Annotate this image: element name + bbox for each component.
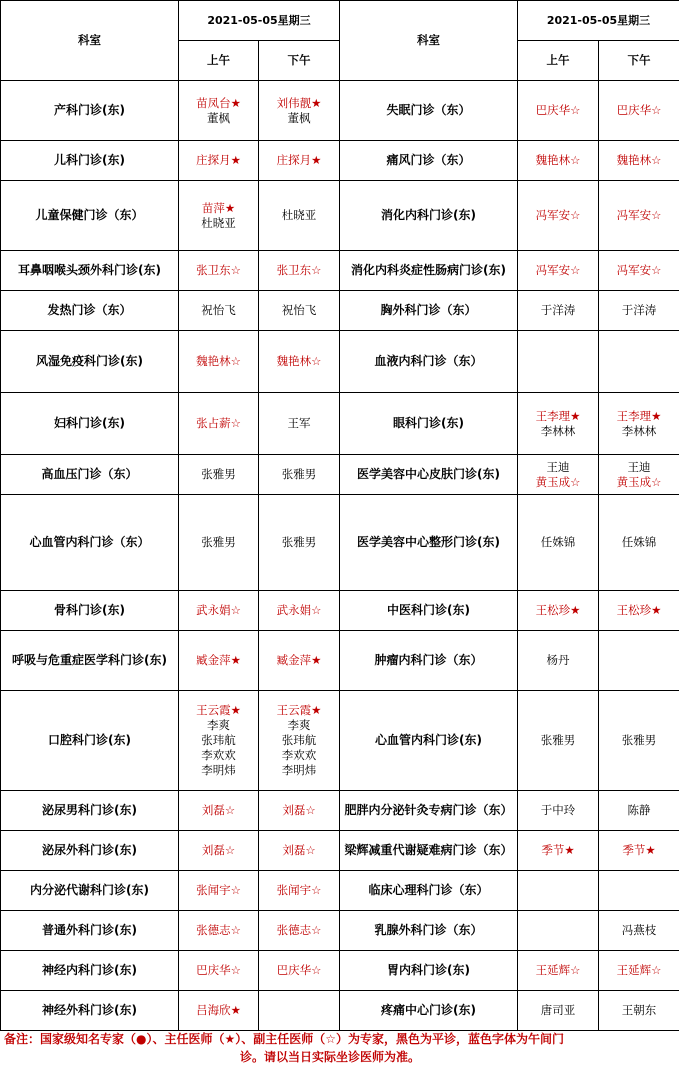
doctor-cell-left-am [179,911,259,951]
pm-header-left: 下午 [259,41,340,81]
doctor-cell-right-pm [599,831,679,871]
doctor-cell-left-am [179,831,259,871]
doctor-name: 庄探月★ [196,153,241,167]
doctor-cell-left-pm [259,81,340,141]
doctor-name: 张卫东☆ [276,263,322,277]
doctor-name: 魏艳林☆ [276,354,322,368]
table-row [1,393,679,455]
doctor-cell-right-am [518,81,599,141]
dept-name-left: 产科门诊(东) [1,81,179,141]
doctor-name: 李林林 [621,423,657,438]
pm-header-right: 下午 [599,41,679,81]
doctor-name: 祝怡飞 [201,303,236,317]
footnote-line-1: 备注：国家级知名专家（●）、主任医师（★）、副主任医师（☆）为专家，黑色为平诊，蓝色字体为午间门 [4,1032,564,1046]
doctor-name: 张雅男 [281,535,317,549]
doctor-cell-right-am [518,631,599,691]
doctor-name: 张德志☆ [196,923,241,937]
doctor-name: 张雅男 [281,467,317,481]
dept-name-left: 呼吸与危重症医学科门诊(东) [1,631,179,691]
doctor-cell-right-pm [599,81,679,141]
doctor-cell-left-am [179,455,259,495]
dept-name-right: 失眠门诊（东） [340,81,518,141]
dept-name-left: 骨科门诊(东) [1,591,179,631]
doctor-name: 董枫 [207,110,230,125]
dept-name-left: 心血管内科门诊（东） [1,495,179,591]
doctor-cell-right-am [518,831,599,871]
dept-name-left: 口腔科门诊(东) [1,691,179,791]
table-row [1,455,679,495]
dept-header-left: 科室 [1,1,179,81]
doctor-cell-left-pm [259,591,340,631]
doctor-name: 张闻宇☆ [276,883,322,897]
doctor-name: 冯燕枝 [621,923,657,937]
doctor-cell-left-pm [259,991,340,1031]
doctor-cell-right-am [518,393,599,455]
doctor-cell-left-pm [259,951,340,991]
doctor-name: 王延辉☆ [535,963,581,977]
table-row [1,911,679,951]
dept-name-right: 胸外科门诊（东） [340,291,518,331]
doctor-name: 杜晓亚 [281,208,317,222]
dept-name-left: 普通外科门诊(东) [1,911,179,951]
doctor-name: 魏艳林☆ [535,153,581,167]
doctor-name: 李明炜 [201,763,236,777]
doctor-name: 刘磊☆ [282,843,316,857]
doctor-cell-left-am [179,141,259,181]
doctor-cell-left-pm [259,181,340,251]
doctor-cell-left-pm [259,631,340,691]
doctor-name: 臧金萍★ [196,653,241,667]
doctor-cell-left-am [179,951,259,991]
doctor-name: 魏艳林☆ [196,354,241,368]
doctor-name: 黄玉成☆ [535,474,581,489]
doctor-cell-left-am [179,591,259,631]
doctor-cell-right-pm [599,181,679,251]
doctor-name: 巴庆华☆ [276,963,322,977]
table-row [1,81,679,141]
doctor-cell-right-pm [599,393,679,455]
doctor-name: 张雅男 [540,733,576,747]
doctor-name: 于洋涛 [621,303,657,317]
doctor-cell-left-pm [259,495,340,591]
doctor-name: 刘磊☆ [201,803,236,817]
doctor-cell-left-am [179,291,259,331]
dept-name-left: 高血压门诊（东） [1,455,179,495]
doctor-name: 李欢欢 [281,748,317,762]
dept-name-right: 乳腺外科门诊（东） [340,911,518,951]
doctor-cell-left-am [179,631,259,691]
doctor-name: 于洋涛 [540,303,576,317]
doctor-name: 武永娟☆ [276,603,322,617]
doctor-name: 张玮航 [201,733,236,747]
doctor-name: 李爽 [287,718,311,732]
dept-name-right: 消化内科门诊(东) [340,181,518,251]
doctor-cell-right-am [518,591,599,631]
doctor-cell-right-pm [599,455,679,495]
doctor-name: 巴庆华☆ [196,963,241,977]
doctor-cell-left-pm [259,691,340,791]
doctor-cell-right-pm [599,141,679,181]
doctor-name: 巴庆华☆ [616,103,662,117]
dept-name-right: 胃内科门诊(东) [340,951,518,991]
doctor-cell-right-pm [599,591,679,631]
doctor-cell-right-am [518,291,599,331]
doctor-cell-right-am [518,495,599,591]
doctor-name: 苗萍★ [201,200,236,215]
doctor-name: 苗凤台★ [196,95,241,110]
doctor-name: 冯军安☆ [616,263,662,277]
table-row [1,291,679,331]
doctor-cell-right-pm [599,951,679,991]
doctor-cell-left-pm [259,291,340,331]
table-row [1,691,679,791]
doctor-cell-left-pm [259,331,340,393]
doctor-name: 王延辉☆ [616,963,662,977]
doctor-cell-right-pm [599,991,679,1031]
doctor-name: 李林林 [540,423,576,438]
doctor-cell-left-pm [259,791,340,831]
doctor-name: 王迪 [627,459,651,474]
table-row [1,331,679,393]
doctor-name: 杨丹 [546,653,570,667]
doctor-cell-left-am [179,81,259,141]
dept-name-right: 痛风门诊（东） [340,141,518,181]
footnote-line-2: 诊。请以当日实际坐诊医师为准。 [240,1050,421,1064]
doctor-name: 张闻宇☆ [196,883,241,897]
doctor-name: 张雅男 [621,733,657,747]
table-row [1,871,679,911]
dept-name-left: 内分泌代谢科门诊(东) [1,871,179,911]
doctor-cell-left-pm [259,911,340,951]
doctor-name: 季节★ [622,843,656,857]
table-row [1,591,679,631]
doctor-name: 王松珍★ [616,603,662,617]
doctor-cell-right-pm [599,495,679,591]
dept-name-left: 泌尿男科门诊(东) [1,791,179,831]
dept-name-right: 医学美容中心整形门诊(东) [340,495,518,591]
doctor-name: 臧金萍★ [276,653,322,667]
doctor-name: 季节★ [541,843,575,857]
doctor-name: 吕海欣★ [196,1003,241,1017]
dept-name-left: 耳鼻咽喉头颈外科门诊(东) [1,251,179,291]
table-row [1,141,679,181]
doctor-cell-right-pm [599,631,679,691]
doctor-name: 王云霞★ [196,703,241,717]
doctor-name: 张占薪☆ [196,416,241,430]
doctor-cell-right-pm [599,251,679,291]
doctor-name: 刘磊☆ [201,843,236,857]
doctor-cell-right-pm [599,331,679,393]
doctor-name: 王迪 [546,459,570,474]
dept-name-left: 妇科门诊(东) [1,393,179,455]
dept-name-right: 肥胖内分泌针灸专病门诊（东） [340,791,518,831]
doctor-cell-right-am [518,251,599,291]
table-row [1,495,679,591]
doctor-cell-right-am [518,911,599,951]
dept-name-right: 临床心理科门诊（东） [340,871,518,911]
dept-header-right: 科室 [340,1,518,81]
doctor-cell-left-am [179,393,259,455]
doctor-name: 王李理★ [616,408,662,423]
doctor-cell-right-pm [599,691,679,791]
doctor-cell-right-am [518,991,599,1031]
dept-name-right: 眼科门诊(东) [340,393,518,455]
doctor-name: 冯军安☆ [535,263,581,277]
doctor-name: 刘磊☆ [282,803,316,817]
doctor-name: 祝怡飞 [281,303,317,317]
doctor-name: 于中玲 [540,803,576,817]
am-header-left: 上午 [179,41,259,81]
doctor-cell-left-pm [259,455,340,495]
doctor-name: 王李理★ [535,408,581,423]
date-header-left: 2021-05-05星期三 [179,1,340,41]
doctor-name: 张玮航 [281,733,317,747]
doctor-name: 李爽 [207,718,230,732]
doctor-cell-left-am [179,991,259,1031]
doctor-name: 王军 [287,416,311,430]
doctor-name: 巴庆华☆ [535,103,581,117]
dept-name-right: 血液内科门诊（东） [340,331,518,393]
dept-name-right: 医学美容中心皮肤门诊(东) [340,455,518,495]
doctor-cell-left-pm [259,393,340,455]
dept-name-left: 儿科门诊(东) [1,141,179,181]
doctor-cell-right-am [518,331,599,393]
date-header-right: 2021-05-05星期三 [518,1,679,41]
doctor-cell-right-am [518,455,599,495]
dept-name-left: 神经外科门诊(东) [1,991,179,1031]
doctor-name: 王朝东 [621,1003,657,1017]
table-row [1,181,679,251]
doctor-cell-right-pm [599,791,679,831]
dept-name-right: 肿瘤内科门诊（东） [340,631,518,691]
doctor-cell-right-pm [599,871,679,911]
doctor-name: 李欢欢 [201,748,236,762]
doctor-name: 唐司亚 [540,1003,576,1017]
table-row [1,991,679,1031]
dept-name-left: 儿童保健门诊（东） [1,181,179,251]
doctor-cell-left-am [179,251,259,291]
dept-name-right: 中医科门诊(东) [340,591,518,631]
doctor-cell-left-am [179,691,259,791]
doctor-cell-right-am [518,871,599,911]
doctor-name: 张雅男 [201,467,236,481]
doctor-name: 冯军安☆ [535,208,581,222]
doctor-name: 张雅男 [201,535,236,549]
table-row [1,791,679,831]
doctor-name: 张德志☆ [276,923,322,937]
doctor-cell-right-am [518,691,599,791]
doctor-name: 董枫 [287,110,311,125]
doctor-name: 任姝锦 [540,535,576,549]
doctor-cell-right-pm [599,911,679,951]
schedule-body [1,1,679,1031]
doctor-name: 刘伟靓★ [276,95,322,110]
doctor-cell-left-pm [259,251,340,291]
dept-name-left: 神经内科门诊(东) [1,951,179,991]
doctor-cell-left-am [179,331,259,393]
doctor-cell-right-am [518,141,599,181]
am-header-right: 上午 [518,41,599,81]
doctor-cell-left-am [179,791,259,831]
table-row [1,631,679,691]
dept-name-right: 消化内科炎症性肠病门诊(东) [340,251,518,291]
dept-name-left: 泌尿外科门诊(东) [1,831,179,871]
doctor-name: 李明炜 [281,763,317,777]
dept-name-left: 发热门诊（东） [1,291,179,331]
doctor-cell-left-pm [259,141,340,181]
doctor-name: 张卫东☆ [196,263,241,277]
doctor-cell-right-am [518,181,599,251]
table-row [1,831,679,871]
doctor-cell-left-pm [259,831,340,871]
header-row-date [1,1,679,41]
doctor-cell-right-am [518,791,599,831]
doctor-cell-left-am [179,495,259,591]
doctor-name: 王松珍★ [535,603,581,617]
doctor-cell-left-pm [259,871,340,911]
table-row [1,251,679,291]
doctor-name: 庄探月★ [276,153,322,167]
doctor-name: 武永娟☆ [196,603,241,617]
doctor-name: 冯军安☆ [616,208,662,222]
dept-name-right: 心血管内科门诊(东) [340,691,518,791]
doctor-name: 魏艳林☆ [616,153,662,167]
dept-name-right: 疼痛中心门诊(东) [340,991,518,1031]
doctor-name: 王云霞★ [276,703,322,717]
doctor-cell-right-pm [599,291,679,331]
doctor-name: 杜晓亚 [201,215,236,230]
doctor-name: 陈静 [627,803,651,817]
footnote [4,1030,676,1066]
doctor-cell-left-am [179,181,259,251]
doctor-cell-left-am [179,871,259,911]
doctor-cell-right-am [518,951,599,991]
doctor-name: 任姝锦 [621,535,657,549]
dept-name-right: 梁辉减重代谢疑难病门诊（东） [340,831,518,871]
table-row [1,951,679,991]
doctor-name: 黄玉成☆ [616,474,662,489]
dept-name-left: 风湿免疫科门诊(东) [1,331,179,393]
